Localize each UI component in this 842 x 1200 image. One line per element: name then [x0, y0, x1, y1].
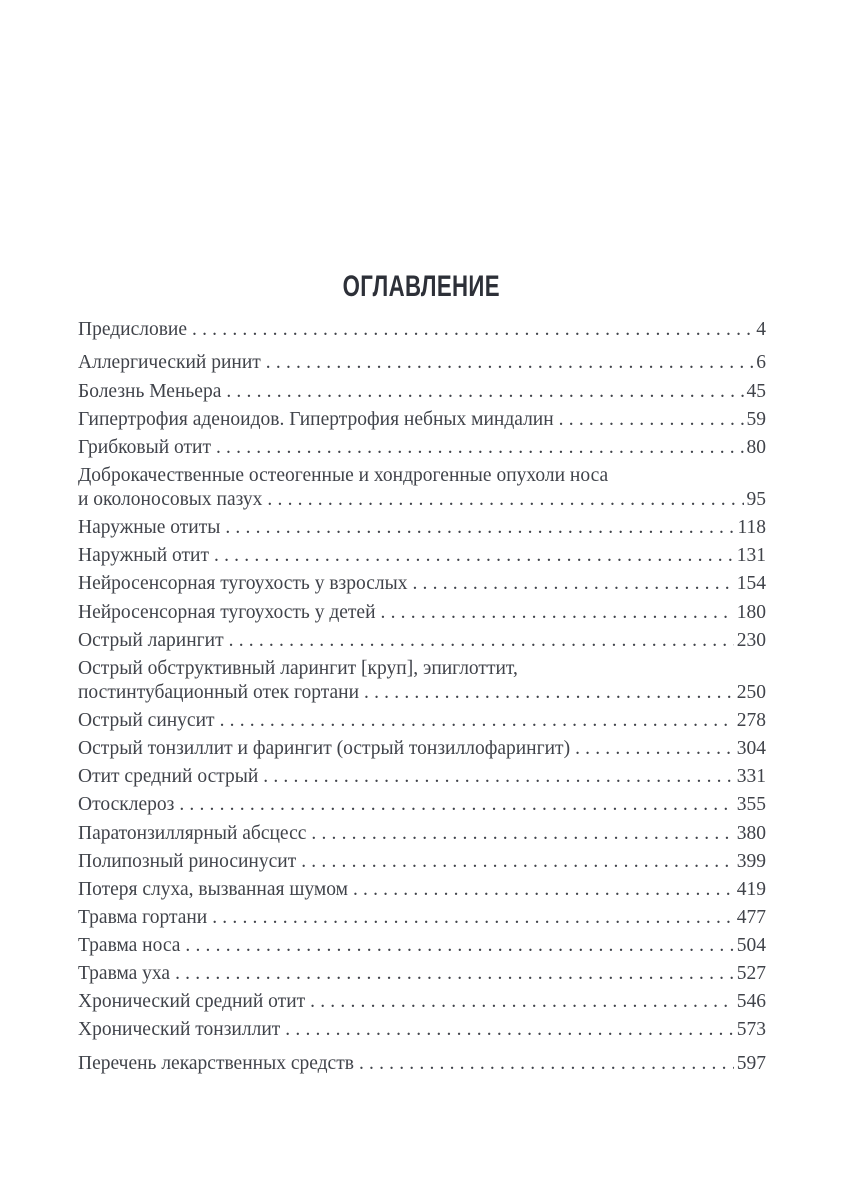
toc-entry [78, 629, 766, 653]
page-title-text: ОГЛАВЛЕНИЕ [342, 270, 500, 303]
toc-dot-leader [225, 516, 734, 540]
toc-entry-title: постинтубационный отек гортани [78, 681, 360, 703]
toc-entry [78, 765, 766, 789]
toc-dot-leader [301, 850, 734, 874]
toc-entry [78, 1018, 766, 1042]
toc-entry [78, 657, 766, 705]
toc-page-number: 331 [736, 766, 766, 788]
toc-page-number: 250 [736, 681, 766, 703]
toc-entry-row [78, 351, 766, 375]
toc-entry-title: Нейросенсорная тугоухость у детей [78, 601, 376, 623]
toc-entry-row [78, 822, 766, 846]
toc-entry [78, 408, 766, 432]
toc-page-number: 527 [736, 963, 766, 985]
toc-entry [78, 878, 766, 902]
toc-dot-leader [311, 822, 733, 846]
toc-entry-row [78, 1052, 766, 1076]
toc-entry-row [78, 737, 766, 761]
toc-entry-row [78, 962, 766, 986]
toc-entry-title: Потеря слуха, вызванная шумом [78, 878, 348, 900]
toc-page-number: 546 [736, 991, 766, 1013]
toc-entry [78, 737, 766, 761]
toc-entry-row [78, 934, 766, 958]
toc-page-number: 355 [736, 794, 766, 816]
toc-entry [78, 1052, 766, 1076]
toc-page-number: 477 [736, 906, 766, 928]
toc-dot-leader [192, 318, 753, 342]
toc-page-number: 4 [756, 319, 766, 340]
toc-entry [78, 793, 766, 817]
toc-dot-leader [229, 629, 734, 653]
toc-dot-leader [412, 572, 733, 596]
toc-entry-row [78, 488, 766, 512]
toc-dot-leader [559, 408, 744, 432]
toc-entry-title-line: Острый обструктивный ларингит [круп], эпиглоттит, [78, 657, 518, 679]
toc-entry [78, 906, 766, 930]
toc-page-number: 278 [736, 709, 766, 731]
toc-entry-row [78, 1018, 766, 1042]
toc-dot-leader [226, 380, 743, 404]
toc-entry-title: Острый ларингит [78, 629, 224, 651]
toc-entry-title: Нейросенсорная тугоухость у взрослых [78, 573, 408, 595]
toc-entry-title: и околоносовых пазух [78, 488, 263, 510]
toc-entry-title: Отосклероз [78, 794, 175, 816]
toc-dot-leader [175, 962, 734, 986]
toc-dot-leader [285, 1018, 733, 1042]
toc-entry-title: Травма носа [78, 935, 181, 957]
toc-dot-leader [267, 488, 743, 512]
toc-entry-title: Полипозный риносинусит [78, 850, 297, 872]
toc-entry-row [78, 990, 766, 1014]
toc-dot-leader [216, 436, 744, 460]
toc-entry [78, 436, 766, 460]
toc-entry [78, 850, 766, 874]
toc-entry-row [78, 380, 766, 404]
toc-entry-title: Грибковый отит [78, 436, 211, 458]
table-of-contents [78, 318, 766, 1080]
toc-dot-leader [214, 544, 734, 568]
toc-dot-leader [364, 681, 734, 705]
toc-dot-leader [359, 1052, 734, 1076]
toc-entry-title: Предисловие [78, 319, 188, 340]
toc-entry-title: Травма уха [78, 963, 171, 985]
toc-entry [78, 601, 766, 625]
toc-dot-leader [185, 934, 733, 958]
toc-entry-title: Травма гортани [78, 906, 208, 928]
toc-entry-title: Гипертрофия аденоидов. Гипертрофия небных миндалин [78, 408, 554, 430]
toc-page-number: 118 [737, 517, 766, 539]
toc-page-number: 597 [736, 1052, 766, 1074]
toc-entry [78, 962, 766, 986]
toc-entry-row [78, 601, 766, 625]
toc-page-number: 80 [746, 436, 766, 458]
toc-dot-leader [266, 351, 753, 375]
toc-entry [78, 318, 766, 342]
toc-entry-row [78, 906, 766, 930]
toc-entry [78, 990, 766, 1014]
toc-dot-leader [179, 793, 733, 817]
toc-page-number: 304 [736, 738, 766, 760]
toc-page-number: 131 [736, 545, 766, 567]
toc-page-number: 95 [746, 488, 766, 510]
toc-entry-row [78, 436, 766, 460]
toc-entry [78, 544, 766, 568]
toc-entry-title: Отит средний острый [78, 766, 259, 788]
toc-entry-title: Хронический тонзиллит [78, 1019, 281, 1041]
toc-entry-row [78, 544, 766, 568]
toc-page-number: 45 [746, 380, 766, 402]
toc-dot-leader [381, 601, 734, 625]
toc-page-number: 573 [736, 1019, 766, 1041]
toc-entry-title: Болезнь Меньера [78, 380, 222, 402]
toc-entry [78, 934, 766, 958]
toc-page-number: 6 [756, 352, 766, 374]
toc-entry-title-line: Доброкачественные остеогенные и хондрогенные опухоли носа [78, 464, 609, 486]
toc-entry [78, 516, 766, 540]
toc-dot-leader [263, 765, 733, 789]
toc-entry-row [78, 629, 766, 653]
toc-entry [78, 351, 766, 375]
toc-entry-row [78, 318, 766, 342]
toc-entry-row [78, 878, 766, 902]
toc-entry-title: Перечень лекарственных средств [78, 1052, 354, 1074]
toc-dot-leader [310, 990, 734, 1014]
toc-entry-row [78, 793, 766, 817]
page-title [0, 272, 842, 302]
toc-dot-leader [220, 709, 734, 733]
toc-entry-title: Наружные отиты [78, 517, 221, 539]
toc-entry [78, 464, 766, 512]
toc-entry-row [78, 765, 766, 789]
toc-entry [78, 709, 766, 733]
toc-entry-title: Острый тонзиллит и фарингит (острый тонзиллофарингит) [78, 738, 571, 760]
toc-dot-leader [353, 878, 734, 902]
toc-dot-leader [212, 906, 734, 930]
toc-entry [78, 822, 766, 846]
toc-entry [78, 572, 766, 596]
toc-entry-row [78, 850, 766, 874]
toc-entry-row [78, 709, 766, 733]
toc-entry-title: Наружный отит [78, 545, 210, 567]
toc-page-number: 504 [736, 935, 766, 957]
toc-dot-leader [575, 737, 734, 761]
toc-entry-row [78, 572, 766, 596]
toc-page-number: 399 [736, 850, 766, 872]
toc-entry-title: Хронический средний отит [78, 991, 306, 1013]
toc-page-number: 230 [736, 629, 766, 651]
toc-entry-row [78, 516, 766, 540]
toc-entry-row [78, 681, 766, 705]
toc-page-number: 380 [736, 822, 766, 844]
toc-page-number: 154 [736, 573, 766, 595]
toc-page-number: 180 [736, 601, 766, 623]
toc-page-number: 419 [736, 878, 766, 900]
toc-page-number: 59 [746, 408, 766, 430]
toc-entry-row [78, 408, 766, 432]
toc-entry-title: Аллергический ринит [78, 352, 261, 374]
toc-entry-title: Паратонзиллярный абсцесс [78, 822, 307, 844]
toc-entry [78, 380, 766, 404]
toc-entry-title: Острый синусит [78, 709, 215, 731]
